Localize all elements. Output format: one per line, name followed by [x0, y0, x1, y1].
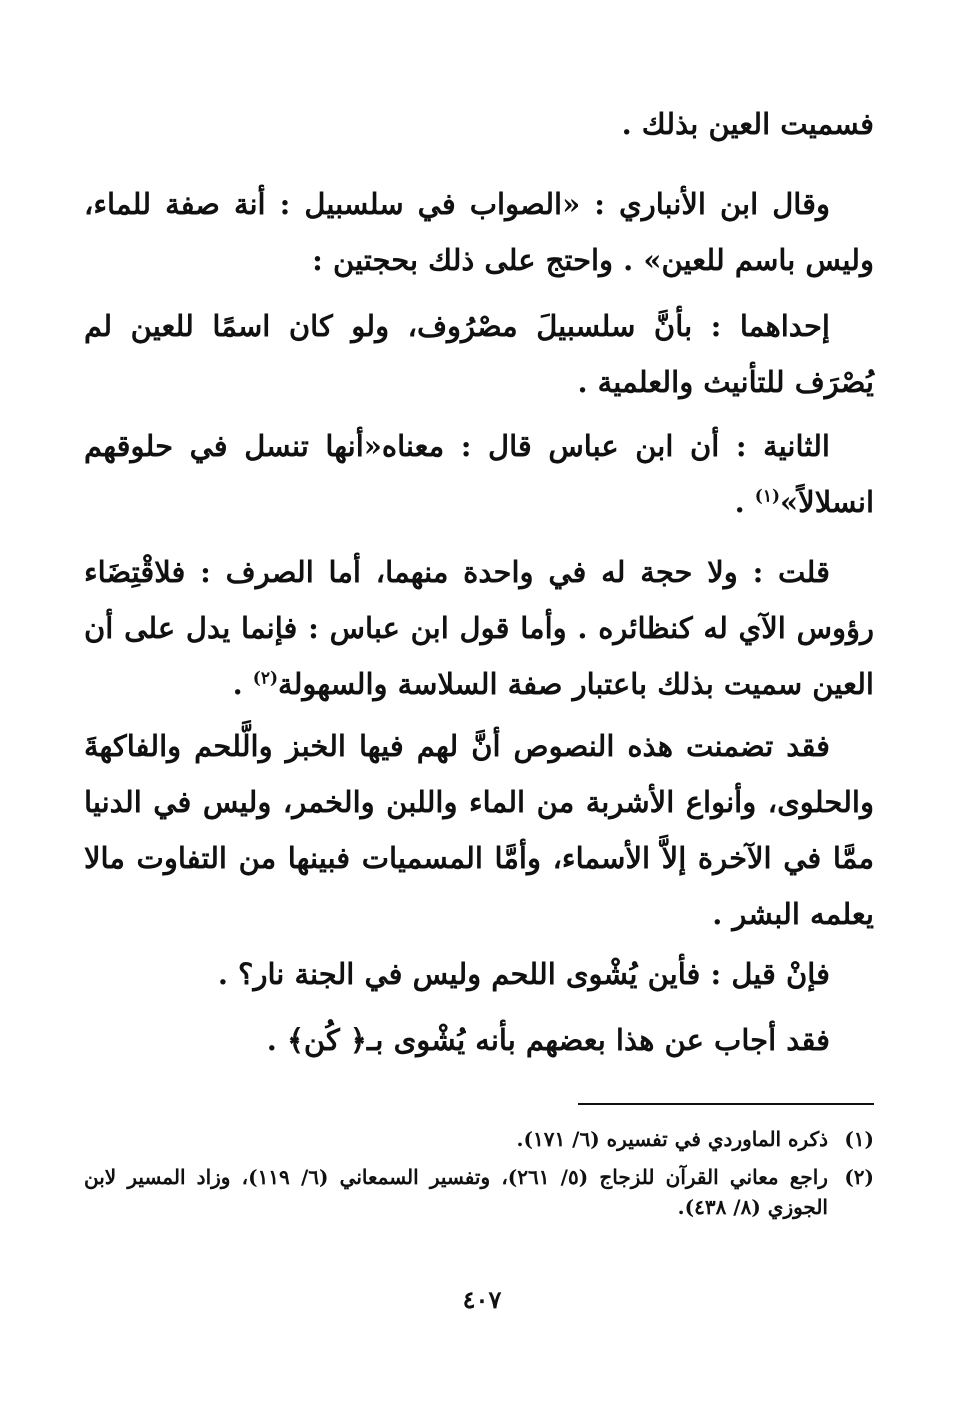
footnote-text: ذكره الماوردي في تفسيره (٦/ ١٧١).: [516, 1127, 828, 1151]
footnote-divider: [578, 1103, 874, 1105]
paragraph-6: [84, 718, 874, 942]
footnotes: [84, 1124, 874, 1230]
paragraph-5: [84, 544, 874, 712]
paragraph-2: [84, 176, 874, 288]
footnote-1: [84, 1124, 874, 1154]
footnote-number: (١): [844, 1127, 874, 1151]
paragraph-text: [84, 544, 874, 712]
footnote-ref-1[interactable]: (١): [754, 486, 781, 507]
paragraph-8: [84, 1012, 874, 1068]
page-number: ٤٠٧: [462, 1285, 502, 1314]
paragraph-text: إحداهما : بأنَّ سلسبيلَ مصْرُوف، ولو كان اسمًا للعين لم يُصْرَف للتأنيث والعلمية .: [84, 309, 874, 399]
footnote-number: (٢): [844, 1165, 874, 1189]
footnote-ref-2[interactable]: (٢): [252, 668, 279, 689]
footnote-text: راجع معاني القرآن للزجاج (٥/ ٢٦١)، وتفسير السمعاني (٦/ ١١٩)، وزاد المسير لابن الجوزي (٨/ ٤٣٨).: [84, 1165, 828, 1219]
footnote-2: [84, 1162, 874, 1222]
paragraph-1: [84, 96, 874, 152]
paragraph-body: قلت : ولا حجة له في واحدة منهما، أما الصرف : فلاقْتِضَاء رؤوس الآي له كنظائره . وأما قول ابن عباس : فإنما يدل على أن العين سميت بذلك باعتبار صفة السلاسة والسهولة: [84, 555, 874, 701]
paragraph-4: [84, 418, 874, 530]
paragraph-text: فسميت العين بذلك .: [621, 107, 874, 141]
paragraph-text: [84, 418, 874, 530]
paragraph-text: فقد تضمنت هذه النصوص أنَّ لهم فيها الخبز والَّلحم والفاكهةَ والحلوى، وأنواع الأشربة من الماء واللبن والخمر، وليس في الدنيا ممَّا في الآخرة إلاَّ الأسماء، وأمَّا المسميات فبينها من التفاوت مالا يعلمه البشر .: [84, 729, 874, 931]
paragraph-end: .: [232, 667, 253, 701]
paragraph-text: فإنْ قيل : فأين يُشْوى اللحم وليس في الجنة نار؟ .: [217, 957, 830, 991]
paragraph-body: الثانية : أن ابن عباس قال : معناه«أنها تنسل في حلوقهم انسلالاً»: [84, 429, 874, 519]
paragraph-end: .: [734, 485, 755, 519]
paragraph-text: فقد أجاب عن هذا بعضهم بأنه يُشْوى بـ﴿ كُن﴾ .: [266, 1023, 830, 1057]
paragraph-text: وقال ابن الأنباري : «الصواب في سلسبيل : أنة صفة للماء، وليس باسم للعين» . واحتج على ذلك بحجتين :: [84, 187, 874, 277]
paragraph-3: [84, 298, 874, 410]
paragraph-7: [84, 946, 874, 1002]
